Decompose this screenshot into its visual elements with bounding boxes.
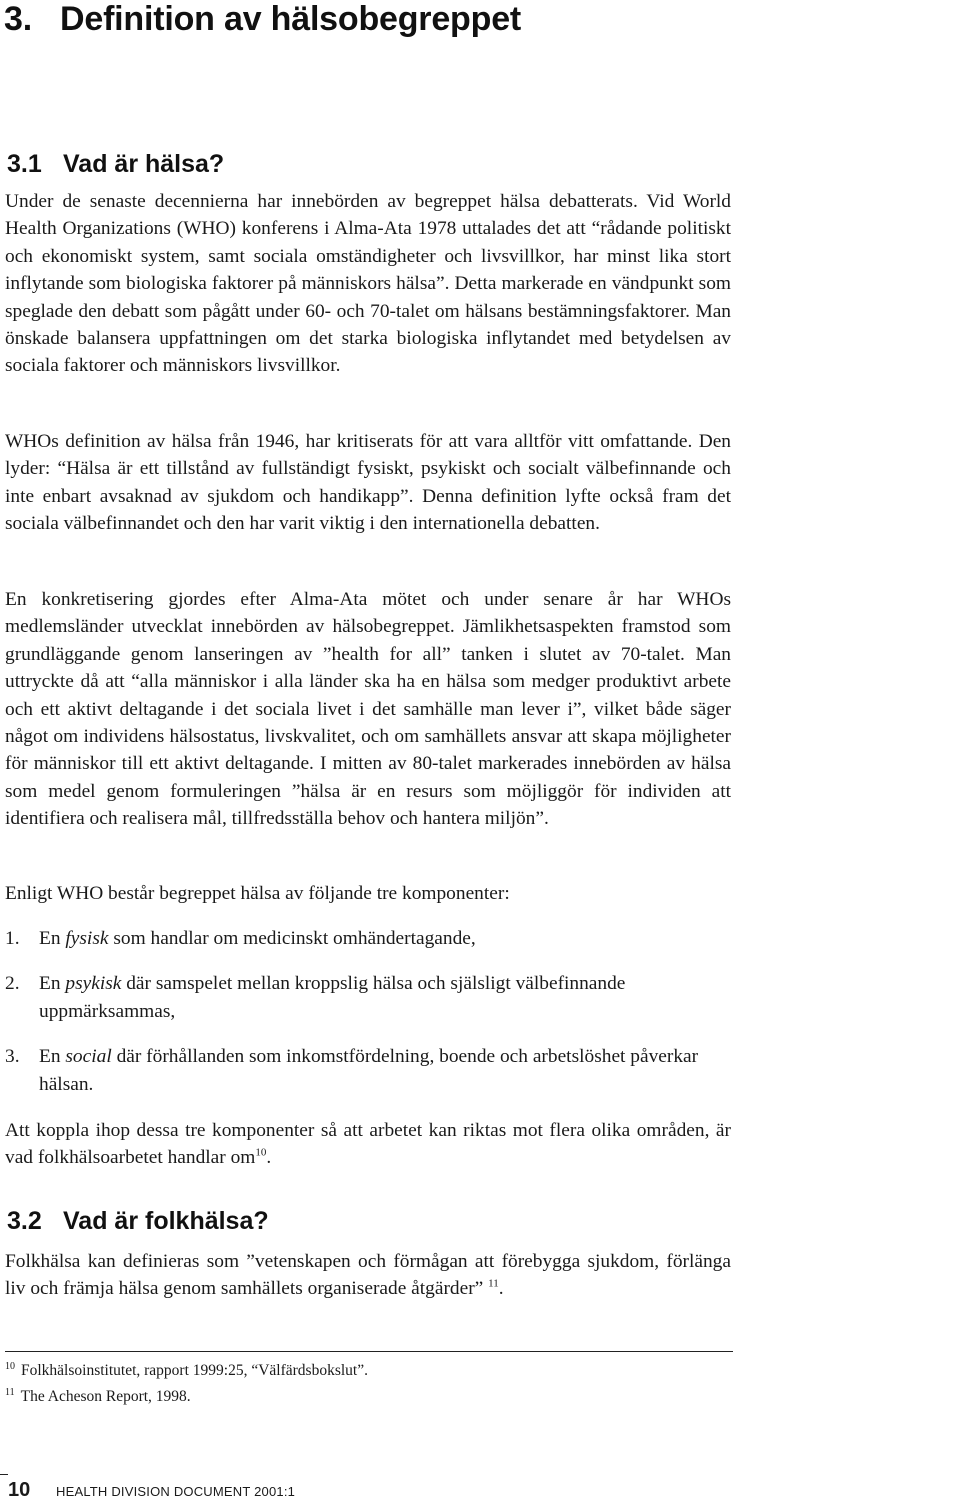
section-number: 3.1 [7,150,42,178]
footnote-ref[interactable]: 11 [488,1277,499,1290]
list-item-term: social [65,1046,112,1068]
chapter-heading [4,0,521,40]
paragraph-text: Folkhälsa kan definieras som ”vetenskapen och förmågan att förebygga sjukdom, förlänga liv och främja hälsa genom samhällets organiserade åtgärder” [5,1251,731,1300]
footnote-divider [5,1351,733,1352]
section-heading-3-2 [7,1205,269,1237]
footnote-text: The Acheson Report, 1998. [20,1388,191,1405]
footnote-11 [5,1387,191,1407]
components-list [5,925,731,1098]
document-name: HEALTH DIVISION DOCUMENT 2001:1 [56,1484,296,1499]
paragraph-who-alma-ata: Under de senaste decennierna har innebörden av begreppet hälsa debatterats. Vid World Health Organizations (WHO) konferens i Alma-Ata 1978 uttalades det att “rådande politiskt och ekonomiskt system, samt sociala omständigheter och livsvillkor, har minst lika stort inflytande som biologiska faktorer på människors hälsa”. Detta markerade en vändpunkt som speglade den debatt som pågått under 60- och 70-talet om hälsans bestämningsfaktorer. Man önskade balansera uppfattningen om det starka biologiska inflytandet med betydelsen av sociala faktorer och människors livsvillkor. [5,191,731,377]
paragraph-conclusion [5,1117,731,1172]
list-item-number: 1. [5,928,20,949]
list-item-text: En [39,1046,66,1068]
section-title: Vad är hälsa? [63,150,225,178]
list-item [5,1043,731,1098]
footnote-number: 10 [5,1360,15,1372]
paragraph-concretization: En konkretisering gjordes efter Alma-Ata mötet och under senare år har WHOs medlemsländer utvecklat innebörden av hälsobegreppet. Jämlikhetsaspekten framstod som grundläggande genom lanseringen av ”health for all” tanken i slutet av 70-talet. Man uttryckte då att “alla människor i alla länder ska ha en hälsa som medger produktivt arbete och ett aktivt deltagande i det sociala livet i det samhälle man lever i”, vilket både säger något om individens hälsostatus, livskvalitet, och om samhällets ansvar att skapa möjligheter för människor till ett aktivt deltagande. I mitten av 80-talet markerades innebörden av hälsa som medel genom formuleringen ”hälsa är en resurs som möjliggör för individen att identifiera och realisera mål, tillfredsställa behov och hantera miljön”. [5,589,731,830]
list-item [5,970,731,1025]
paragraph-text: . [266,1147,272,1169]
list-item-text: där förhållanden som inkomstfördelning, boende och arbetslöshet påverkar hälsan. [39,1046,699,1095]
paragraph-text: . [498,1278,504,1300]
list-item-text: En [39,928,66,949]
section-title: Vad är folkhälsa? [63,1207,269,1235]
list-item-term: psykisk [65,973,122,995]
list-item-number: 3. [5,1046,20,1068]
list-item-number: 2. [5,973,20,995]
footnote-ref[interactable]: 10 [255,1146,267,1159]
footer-divider [0,1474,8,1475]
chapter-number: 3. [4,0,32,38]
paragraph-text: Att koppla ihop dessa tre komponenter så att arbetet kan riktas mot flera olika områden, är vad folkhälsoarbetet handlar om [5,1120,731,1169]
footnote-text: Folkhälsoinstitutet, rapport 1999:25, “Välfärdsbokslut”. [21,1362,368,1379]
paragraph-components-intro: Enligt WHO består begreppet hälsa av följande tre komponenter: [5,883,510,904]
list-item-text: En [39,973,66,995]
list-item-text: där samspelet mellan kroppslig hälsa och själsligt välbefinnande uppmärksammas, [39,973,626,1022]
section-number: 3.2 [7,1207,42,1235]
paragraph-who-definition: WHOs definition av hälsa från 1946, har kritiserats för att vara alltför vitt omfattande. Den lyder: “Hälsa är ett tillstånd av fullständigt fysiskt, psykiskt och socialt välbefinnande och inte enbart avsaknad av sjukdom och handikapp”. Denna definition lyfte också fram det sociala välbefinnandet och den har varit viktig i den internationella debatten. [5,431,731,535]
list-item-term: fysisk [65,928,109,949]
page-number: 10 [8,1479,31,1501]
list-item-text: som handlar om medicinskt omhändertagande, [108,928,476,949]
footnote-number: 11 [5,1386,15,1398]
section-heading-3-1 [7,148,224,180]
list-item [5,925,731,952]
chapter-title: Definition av hälsobegreppet [60,0,522,38]
footnote-10 [5,1361,368,1381]
paragraph-folkhalsa [5,1248,731,1303]
